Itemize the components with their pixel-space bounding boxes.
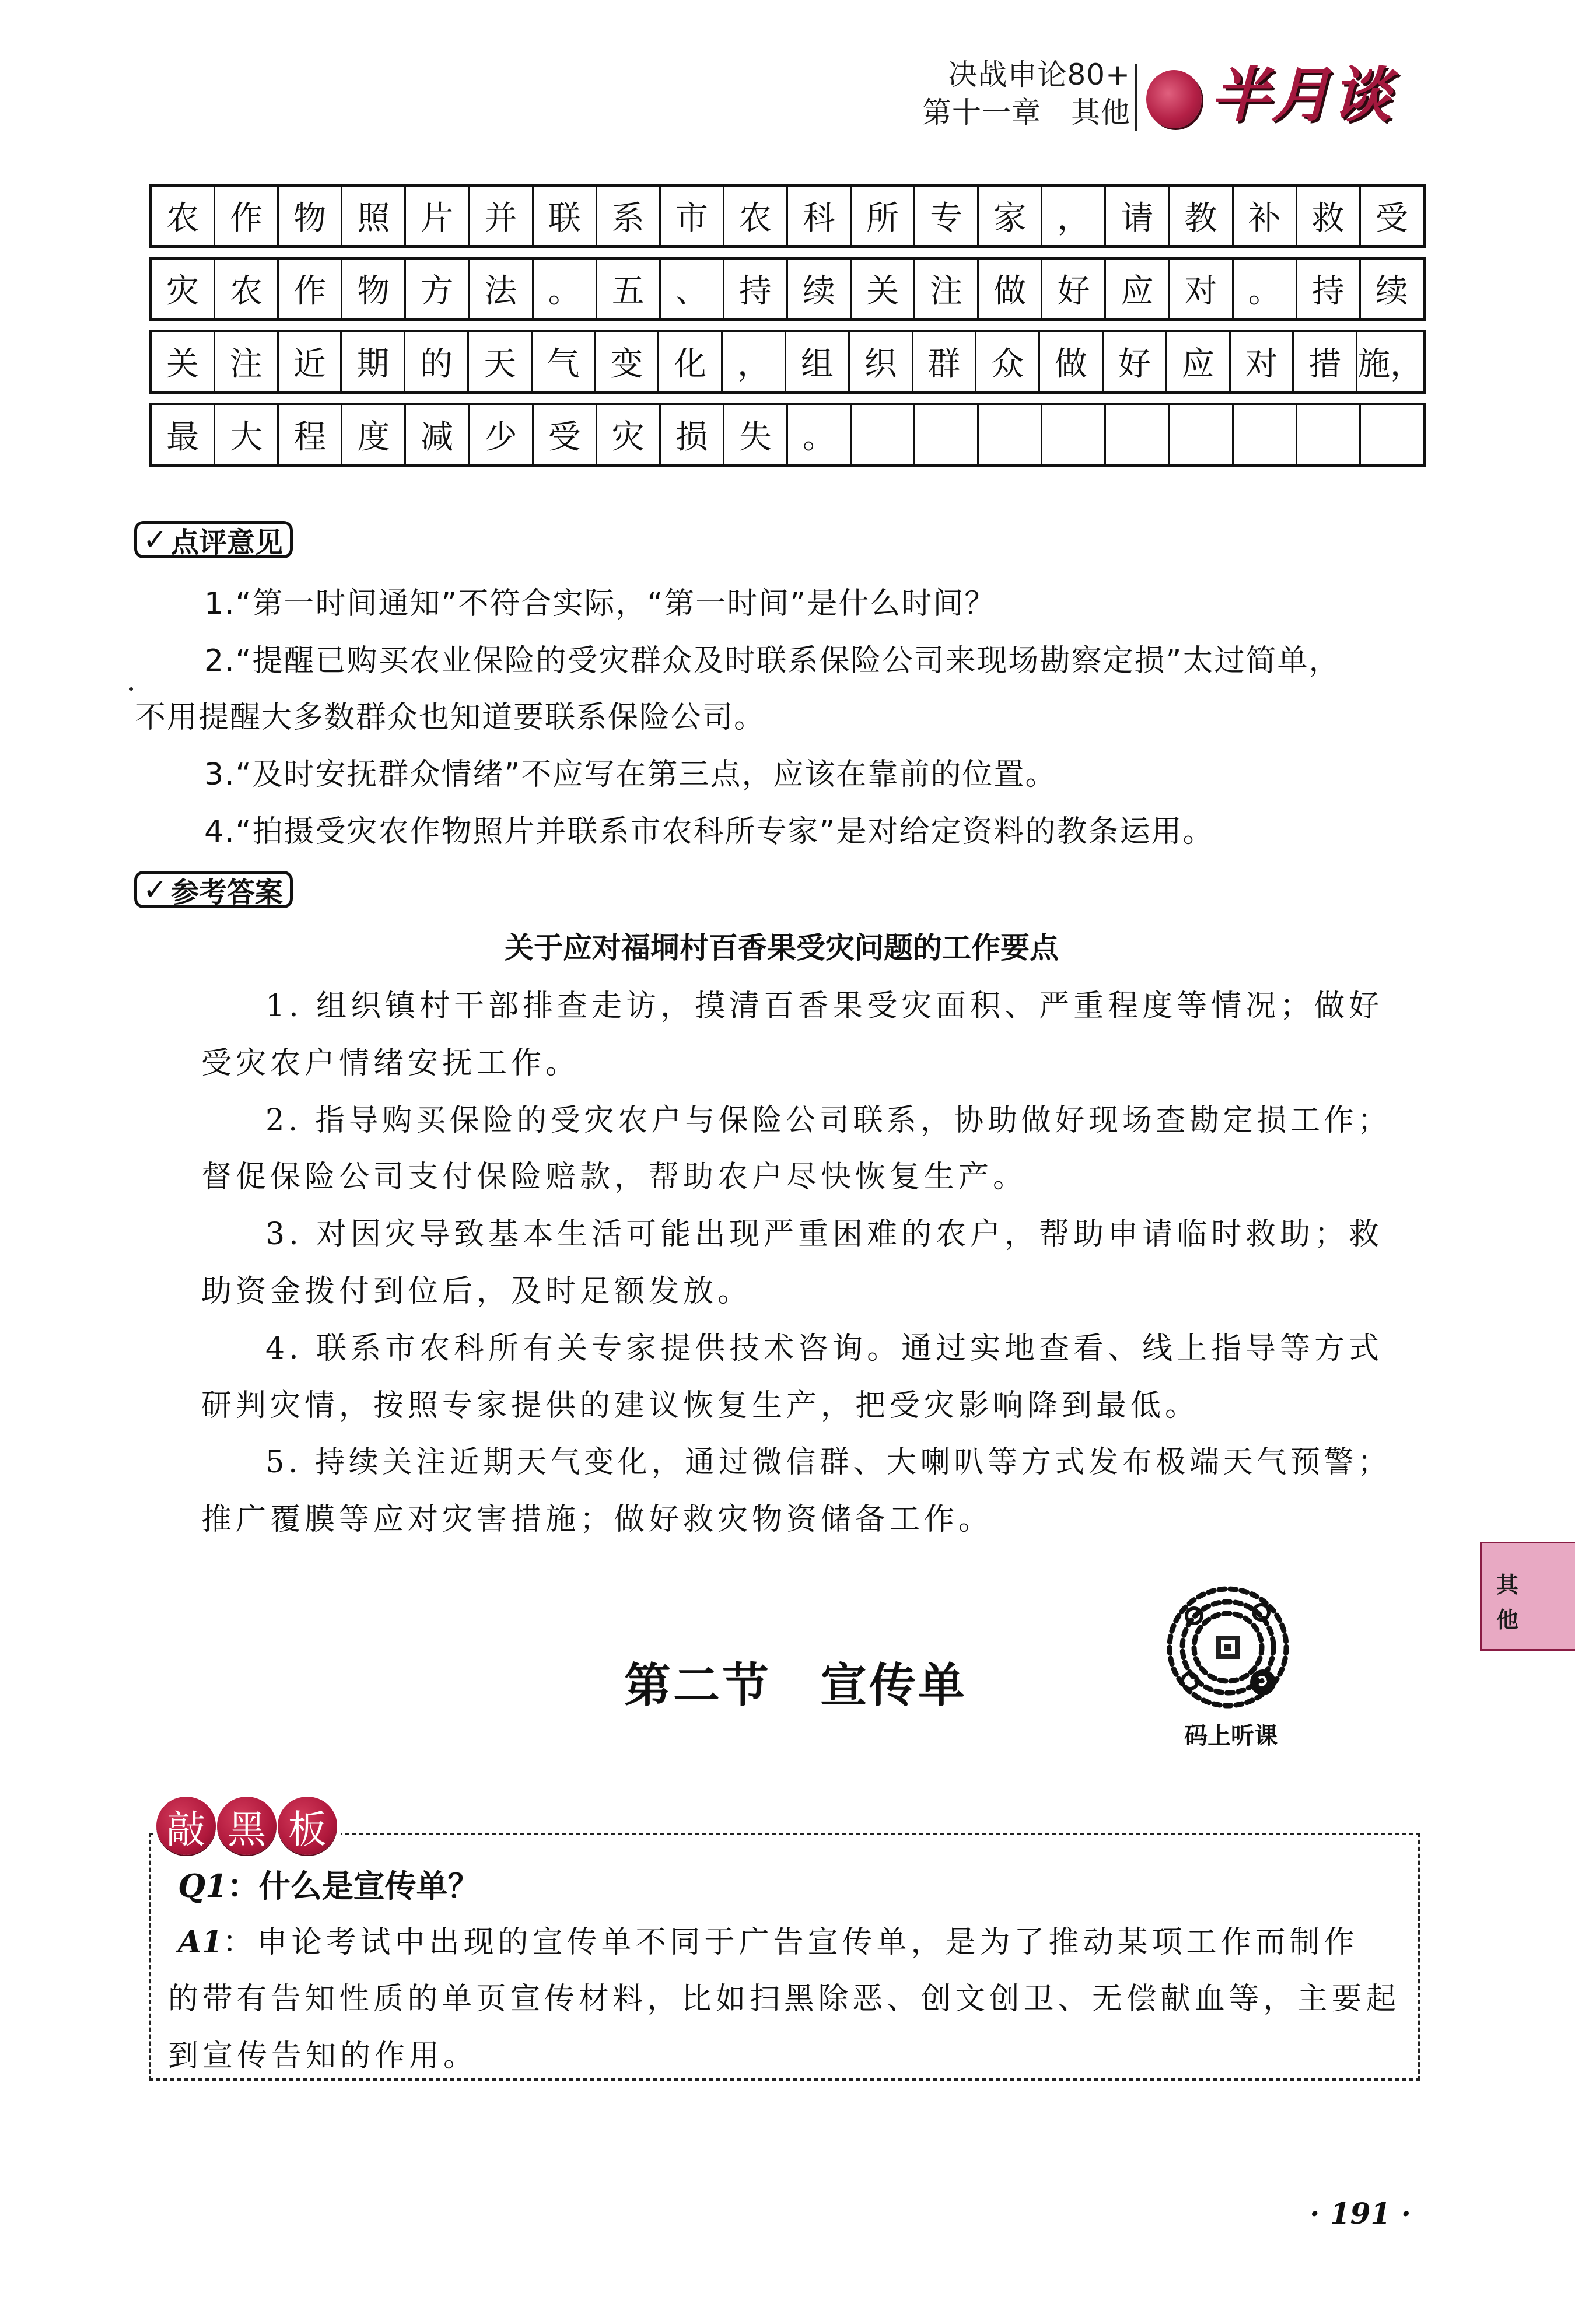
badge-char: 板 [278,1797,337,1855]
grid-cell: 关 [852,260,915,318]
grid-cell: 化 [659,332,723,391]
grid-cell: 织 [850,332,914,391]
answer-point-continued: 推广覆膜等应对灾害措施；做好救灾物资储备工作。 [201,1502,993,1537]
grid-cell: 气 [533,332,596,391]
grid-cell: 最 [152,405,215,464]
grid-cell: 续 [1375,272,1408,310]
grid-cell: 救 [1297,187,1361,245]
grid-cell: 持 [724,260,788,318]
grid-cell: 物 [342,260,406,318]
grid-cell: 片 [406,187,470,245]
chapter-side-tab [1480,1542,1575,1651]
qr-caption: 码上听课 [1184,1723,1278,1749]
grid-row [149,257,1426,321]
review-item: 2.“提醒已购买农业保险的受灾群众及时联系保险公司来现场勘察定损”太过简单， [204,643,1340,678]
grid-cell: 好 [1104,332,1167,391]
grid-cell: 失 [724,405,788,464]
grid-cell [1234,405,1297,464]
grid-cell: 灾 [152,260,215,318]
check-icon: ✓ [143,523,167,556]
answer-point-continued: 督促保险公司支付保险赔款，帮助农户尽快恢复生产。 [201,1160,1028,1195]
grid-cell: 应 [1106,260,1170,318]
grid-cell: 施， [1357,345,1423,383]
answer-point-continued: 研判灾情，按照专家提供的建议恢复生产，把受灾影响降到最低。 [201,1388,1200,1423]
grid-cell [915,405,979,464]
grid-cell: 注 [215,332,279,391]
grid-cell [852,405,915,464]
answer-label [134,871,293,908]
grid-cell: 好 [1042,260,1106,318]
grid-cell: 所 [852,187,915,245]
qr-code-icon [1155,1582,1304,1716]
side-tab-char: 其 [1496,1572,1519,1598]
grid-cell: 组 [786,332,850,391]
grid-cell: 注 [915,260,979,318]
grid-cell: 持 [1297,260,1361,318]
grid-cell: 期 [342,332,405,391]
grid-cell: 变 [596,332,660,391]
grid-cell: ， [1042,187,1106,245]
grid-cell: 市 [661,187,724,245]
answer-line [178,1925,1359,1960]
grid-cell: ， [723,332,786,391]
section-title: 第二节 宣传单 [624,1658,967,1713]
grid-cell: 。 [1234,260,1297,318]
grid-cell: 专 [915,187,979,245]
grid-cell: 程 [279,405,342,464]
side-tab-char: 他 [1496,1607,1519,1633]
answer-line-text: ：申论考试中出现的宣传单不同于广告宣传单，是为了推动某项工作而制作 [222,1925,1359,1960]
grid-cell: 灾 [597,405,661,464]
answer-line: 的带有告知性质的单页宣传材料，比如扫黑除恶、创文创卫、无偿献血等，主要起 [168,1982,1400,2017]
check-icon: ✓ [143,873,167,907]
grid-cell: 补 [1234,187,1297,245]
grid-cell: 受 [534,405,597,464]
grid-cell: 做 [979,260,1042,318]
grid-cell: 少 [470,405,533,464]
review-item: 4.“拍摄受灾农作物照片并联系市农科所专家”是对给定资料的教条运用。 [204,814,1214,849]
answer-point-continued: 受灾农户情绪安抚工作。 [201,1046,580,1081]
grid-cell: 家 [979,187,1042,245]
grid-cell [1106,405,1170,464]
question-text: ：什么是宣传单？ [227,1868,480,1905]
grid-cell: 应 [1167,332,1231,391]
answer-label-text: 参考答案 [170,876,283,909]
review-item-continued: 不用提醒大多数群众也知道要联系保险公司。 [135,700,766,735]
grid-cell: 系 [597,187,661,245]
question-label: Q1 [178,1867,228,1905]
grid-cell: 请 [1106,187,1170,245]
brand-logo: 半月谈 [1210,61,1392,130]
page-number: · 191 · [1310,2196,1411,2231]
grid-cell: 大 [215,405,279,464]
grid-cell [1170,405,1234,464]
grid-cell: 续 [788,260,852,318]
grid-cell: 受 [1375,200,1408,237]
grid-row [149,330,1426,394]
grid-cell: 作 [215,187,279,245]
grid-cell: 天 [469,332,533,391]
grid-cell: 做 [1040,332,1104,391]
grid-cell: 、 [661,260,724,318]
grid-cell [979,405,1042,464]
grid-cell: 。 [534,260,597,318]
grid-cell: 方 [406,260,470,318]
grid-cell: 作 [279,260,342,318]
grid-cell: 并 [470,187,533,245]
grid-cell: 农 [215,260,279,318]
grid-cell: 农 [724,187,788,245]
grid-cell: 的 [405,332,469,391]
grid-cell: 联 [534,187,597,245]
answer-point: 2. 指导购买保险的受灾农户与保险公司联系，协助做好现场查勘定损工作； [265,1103,1391,1138]
answer-point-continued: 助资金拨付到位后，及时足额发放。 [201,1274,752,1309]
answer-title: 关于应对福垌村百香果受灾问题的工作要点 [505,931,1059,965]
grid-cell [1361,405,1423,464]
grid-cell: 科 [788,187,852,245]
grid-cell [1297,405,1361,464]
grid-cell: 物 [279,187,342,245]
grid-cell: 照 [342,187,406,245]
grid-cell: 农 [152,187,215,245]
grid-cell: 法 [470,260,533,318]
header-divider [1135,64,1138,131]
review-label-text: 点评意见 [170,526,283,559]
chapter-title: 第十一章 其他 [922,96,1130,130]
grid-cell: 损 [661,405,724,464]
grid-cell: 关 [152,332,215,391]
grid-cell: 近 [279,332,342,391]
review-item: 1.“第一时间通知”不符合实际，“第一时间”是什么时间？ [204,586,996,621]
grid-cell: 。 [788,405,852,464]
grid-cell [1042,405,1106,464]
key-points-badges [153,1797,341,1855]
answer-line: 到宣传告知的作用。 [168,2039,478,2074]
badge-char: 敲 [156,1797,216,1855]
answer-point: 1. 组织镇村干部排查走访，摸清百香果受灾面积、严重程度等情况；做好 [265,989,1384,1024]
grid-row [149,184,1426,248]
grid-cell: 群 [914,332,977,391]
grid-cell: 对 [1231,332,1294,391]
review-item: 3.“及时安抚群众情绪”不应写在第三点，应该在靠前的位置。 [204,757,1057,792]
stray-mark [130,687,133,691]
book-title: 决战申论80+ [948,58,1130,92]
grid-cell: 对 [1170,260,1234,318]
answer-point: 5. 持续关注近期天气变化，通过微信群、大喇叭等方式发布极端天气预警； [265,1445,1391,1480]
answer-point: 3. 对因灾导致基本生活可能出现严重困难的农户，帮助申请临时救助；救 [265,1217,1384,1252]
badge-char: 黑 [217,1797,276,1855]
grid-cell: 五 [597,260,661,318]
grid-cell: 减 [406,405,470,464]
review-label [134,521,293,558]
grid-row [149,402,1426,467]
logo-icon [1146,70,1202,128]
grid-cell: 措 [1294,332,1357,391]
grid-cell: 度 [342,405,406,464]
grid-cell: 教 [1170,187,1234,245]
answer-prefix: A1 [178,1924,223,1960]
answer-point: 4. 联系市农科所有关专家提供技术咨询。通过实地查看、线上指导等方式 [265,1331,1384,1366]
grid-cell: 众 [977,332,1040,391]
question [178,1868,480,1904]
